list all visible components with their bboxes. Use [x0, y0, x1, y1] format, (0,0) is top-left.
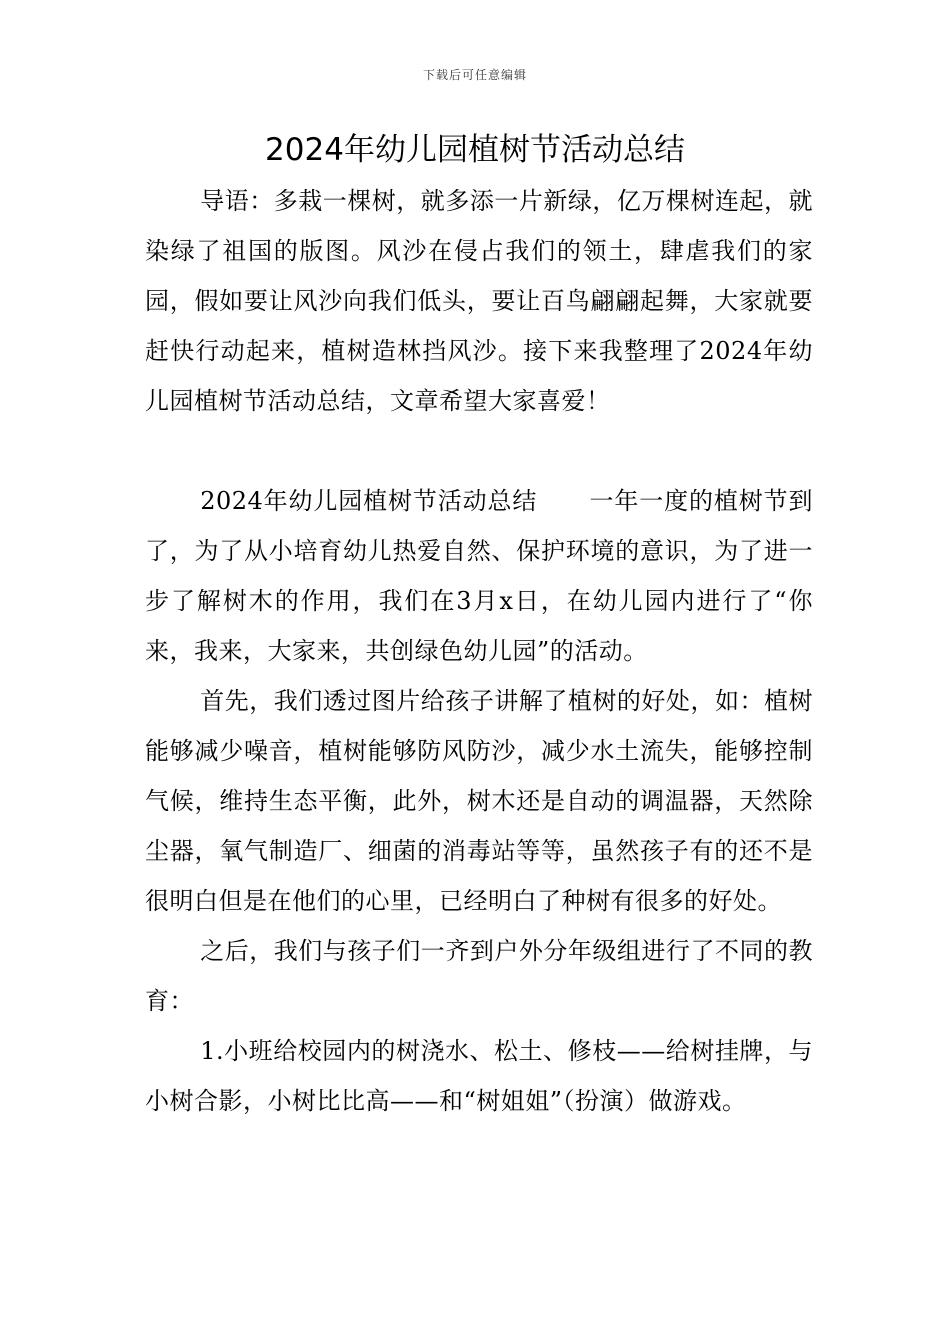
paragraph-2: 首先，我们透过图片给孩子讲解了植树的好处，如：植树能够减少噪音，植树能够防风防沙，减少水土流失，能够控制气候，维持生态平衡，此外，树木还是自动的调温器，天然除尘器，氧气制造厂、细菌的消毒站等等，虽然孩子有的还不是很明白但是在他们的心里，已经明白了种树有很多的好处。 [145, 687, 813, 915]
page-header-note: 下载后可任意编辑 [422, 68, 527, 82]
paragraph-4: 1.小班给校园内的树浇水、松土、修枝——给树挂牌，与小树合影，小树比比高——和“树姐姐”（扮演）做游戏。 [145, 1037, 813, 1115]
document-body [145, 176, 813, 1126]
paragraph-1 [145, 476, 813, 676]
blank-line [145, 426, 813, 476]
paragraph-1-text: 一年一度的植树节到了，为了从小培育幼儿热爱自然、保护环境的意识，为了进一步了解树木的作用，我们在3月x日，在幼儿园内进行了“你来，我来，大家来，共创绿色幼儿园”的活动。 [145, 487, 814, 665]
document-title: 2024年幼儿园植树节活动总结 [265, 132, 685, 168]
section-heading: 2024年幼儿园植树节活动总结 [200, 487, 538, 515]
paragraph-3: 之后，我们与孩子们一齐到户外分年级组进行了不同的教育： [145, 937, 813, 1015]
intro-paragraph: 导语：多栽一棵树，就多添一片新绿，亿万棵树连起，就染绿了祖国的版图。风沙在侵占我们的领土，肆虐我们的家园，假如要让风沙向我们低头，要让百鸟翩翩起舞，大家就要赶快行动起来，植树造林挡风沙。接下来我整理了2024年幼儿园植树节活动总结，文章希望大家喜爱！ [145, 187, 813, 415]
